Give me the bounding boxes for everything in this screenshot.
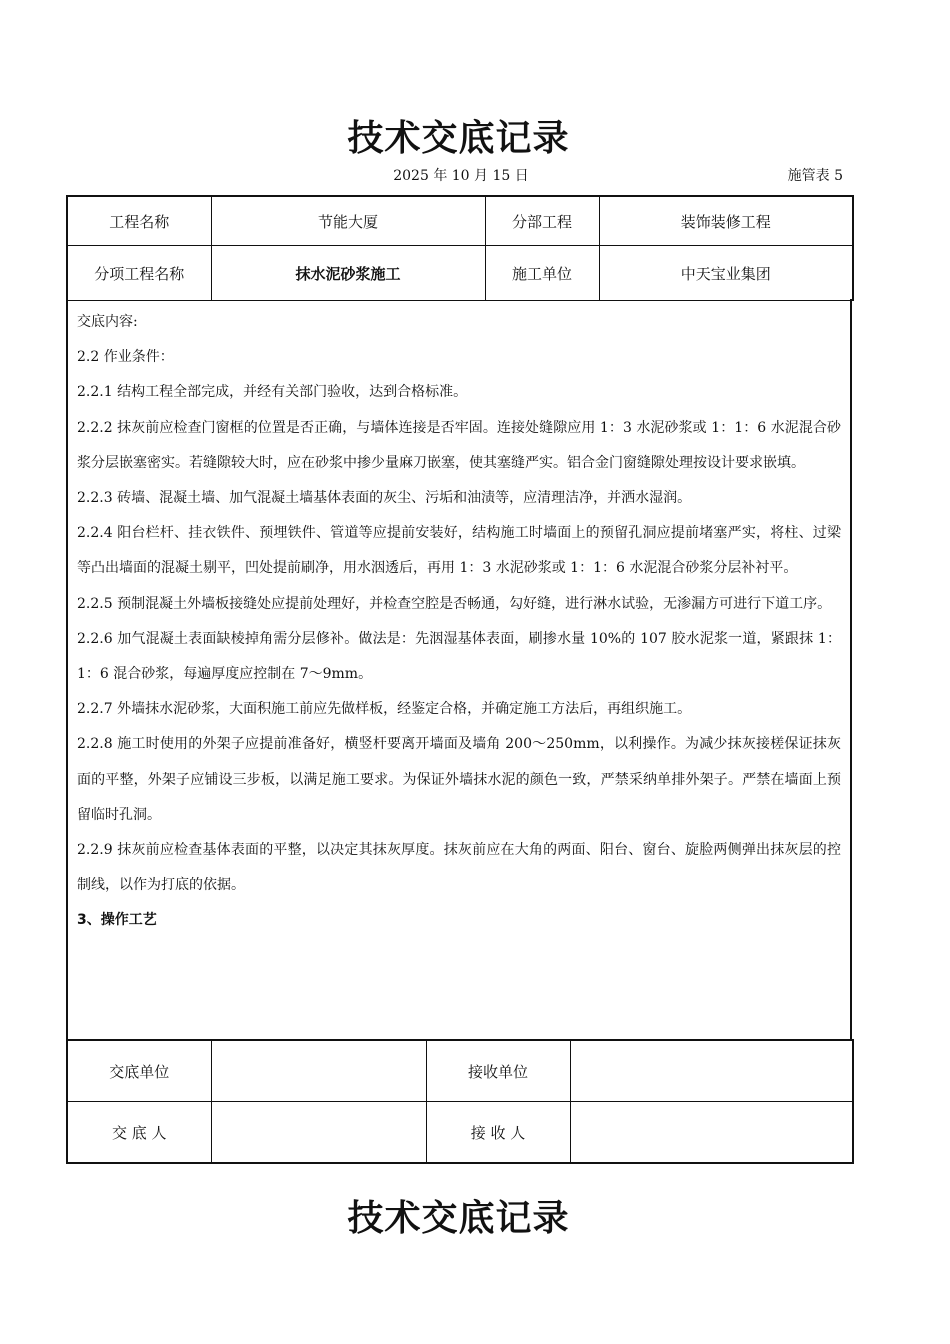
- handover-unit-label: 交底单位: [67, 1040, 211, 1102]
- content-item: 2.2.6 加气混凝土表面缺棱掉角需分层修补。做法是：先洇湿基体表面，刷掺水量 10%的 107 胶水泥浆一道，紧跟抹 1：1：6 混合砂浆，每遍厚度应控制在 7～9mm。: [77, 630, 841, 683]
- record-date: 2025 年 10 月 15 日: [393, 168, 529, 184]
- signature-row: [67, 1102, 853, 1164]
- content-item: 2.2.4 阳台栏杆、挂衣铁件、预埋铁件、管道等应提前安装好，结构施工时墙面上的预留孔洞应提前堵塞严实，将柱、过梁等凸出墙面的混凝土剔平，凹处提前刷净，用水洇透后，再用 1：3 水泥砂浆或 1：1：6 水泥混合砂浆分层补衬平。: [77, 525, 841, 577]
- form-number: 施管表 5: [787, 168, 843, 184]
- receive-unit-value: [570, 1040, 853, 1102]
- receive-unit-label: 接收单位: [426, 1040, 570, 1102]
- next-page-title: 技术交底记录: [347, 1198, 570, 1239]
- receive-person-value: [570, 1102, 853, 1164]
- header-row: [67, 246, 853, 301]
- contractor-label: 施工单位: [485, 246, 599, 301]
- content-label: 交底内容:: [77, 314, 138, 330]
- content-item: 2.2.2 抹灰前应检查门窗框的位置是否正确，与墙体连接是否牢固。连接处缝隙应用 1：3 水泥砂浆或 1：1：6 水泥混合砂浆分层嵌塞密实。若缝隙较大时，应在砂浆中掺少量麻刀嵌塞，使其塞缝严实。铝合金门窗缝隙处理按设计要求嵌填。: [77, 419, 841, 471]
- handover-person-value: [211, 1102, 426, 1164]
- content-heading: 2.2 作业条件：: [77, 349, 174, 366]
- receive-person-label: 接 收 人: [426, 1102, 570, 1164]
- handover-unit-value: [211, 1040, 426, 1102]
- signature-table: [66, 1039, 854, 1164]
- content-item: 2.2.8 施工时使用的外架子应提前准备好，横竖杆要离开墙面及墙角 200～250mm，以利操作。为减少抹灰接槎保证抹灰面的平整，外架子应铺设三步板，以满足施工要求。为保证外墙抹水泥的颜色一致，严禁采纳单排外架子。严禁在墙面上预留临时孔洞。: [77, 736, 841, 823]
- handover-person-label: 交 底 人: [67, 1102, 211, 1164]
- project-name-value: 节能大厦: [211, 196, 485, 246]
- content-item: 2.2.3 砖墙、混凝土墙、加气混凝土墙基体表面的灰尘、污垢和油渍等，应清理洁净，并洒水湿润。: [77, 490, 692, 507]
- header-row: [67, 196, 853, 246]
- content-item: 2.2.1 结构工程全部完成，并经有关部门验收，达到合格标准。: [77, 384, 468, 401]
- handover-content: [66, 299, 852, 1039]
- content-item: 2.2.5 预制混凝土外墙板接缝处应提前处理好，并检查空腔是否畅通，勾好缝，进行淋水试验，无渗漏方可进行下道工序。: [77, 595, 832, 612]
- page-title: 技术交底记录: [347, 118, 570, 159]
- subitem-value: 抹水泥砂浆施工: [211, 246, 485, 301]
- division-value: 装饰装修工程: [599, 196, 853, 246]
- content-item: 2.2.7 外墙抹水泥砂浆，大面积施工前应先做样板，经鉴定合格，并确定施工方法后，再组织施工。: [77, 701, 692, 718]
- content-item: 2.2.9 抹灰前应检查基体表面的平整，以决定其抹灰厚度。抹灰前应在大角的两面、阳台、窗台、旋脸两侧弹出抹灰层的控制线，以作为打底的依据。: [77, 842, 841, 894]
- division-label: 分部工程: [485, 196, 599, 246]
- signature-row: [67, 1040, 853, 1102]
- project-name-label: 工程名称: [67, 196, 211, 246]
- contractor-value: 中天宝业集团: [599, 246, 853, 301]
- header-table: [66, 195, 854, 301]
- subitem-label: 分项工程名称: [67, 246, 211, 301]
- section-heading: 3、操作工艺: [77, 912, 157, 929]
